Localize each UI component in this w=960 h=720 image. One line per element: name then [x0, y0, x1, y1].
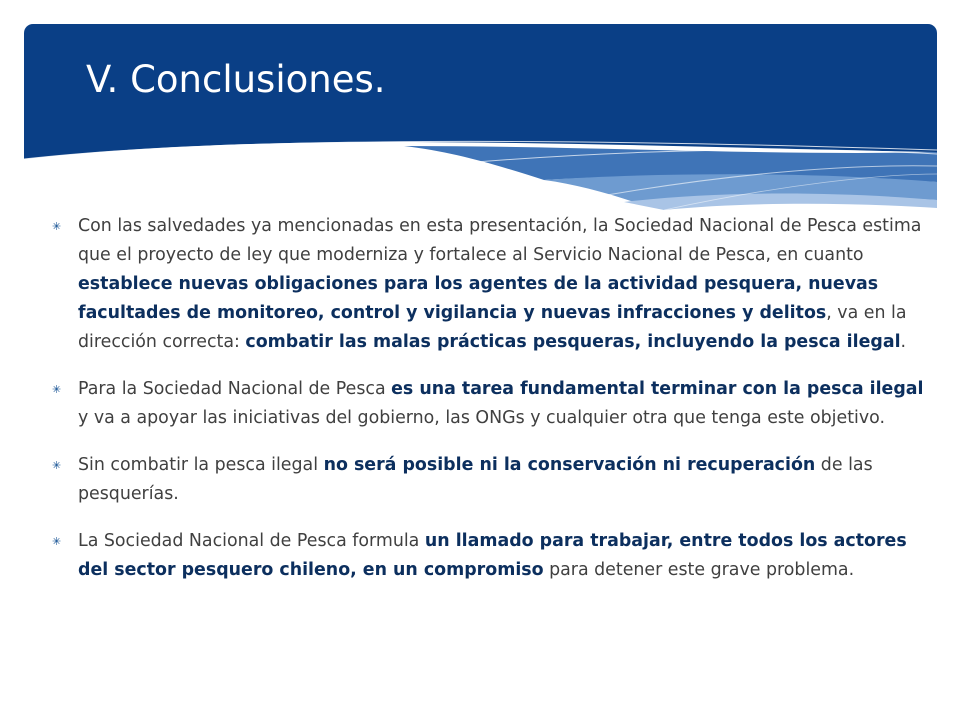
bullet-text: Con las salvedades ya mencionadas en esta presentación, la Sociedad Nacional de Pesca estima que el proyecto de ley que moderniza y fortalece al Servicio Nacional de Pesca, en cuanto: [78, 216, 922, 265]
bullet-emphasis: establece nuevas obligaciones para los agentes de la actividad pesquera, nuevas facultades de monitoreo, control y vigilancia y nuevas infracciones y delitos: [78, 274, 879, 323]
bullet-item: [52, 451, 928, 509]
bullet-asterisk-icon: ✳: [52, 220, 62, 233]
slide-title: V. Conclusiones.: [86, 58, 386, 101]
bullet-text: de las pesquerías.: [78, 455, 873, 504]
bullet-text: Para la Sociedad Nacional de Pesca: [78, 379, 392, 399]
bullet-emphasis: no será posible ni la conservación ni recuperación: [323, 455, 816, 475]
bullet-asterisk-icon: ✳: [52, 383, 62, 396]
bullet-text: La Sociedad Nacional de Pesca formula: [78, 531, 425, 551]
bullet-item: [52, 375, 928, 433]
bullet-text: y va a apoyar las iniciativas del gobierno, las ONGs y cualquier otra que tenga este objetivo.: [78, 408, 886, 428]
header-banner: [24, 24, 937, 224]
bullet-text: , va en la dirección correcta:: [78, 303, 907, 352]
bullet-item: [52, 212, 928, 357]
bullet-emphasis: combatir las malas prácticas pesqueras, incluyendo la pesca ilegal: [245, 332, 901, 352]
bullet-emphasis: es una tarea fundamental terminar con la pesca ilegal: [391, 379, 924, 399]
header-wave-graphic: [24, 24, 937, 224]
bullet-emphasis: un llamado para trabajar, entre todos los actores del sector pesquero chileno, en un compromiso: [78, 531, 907, 580]
bullet-asterisk-icon: ✳: [52, 459, 62, 472]
bullet-asterisk-icon: ✳: [52, 535, 62, 548]
bullet-text: .: [900, 332, 907, 352]
bullet-text: para detener este grave problema.: [543, 560, 855, 580]
bullet-item: [52, 527, 928, 585]
bullet-list: [52, 212, 928, 603]
bullet-text: Sin combatir la pesca ilegal: [78, 455, 324, 475]
